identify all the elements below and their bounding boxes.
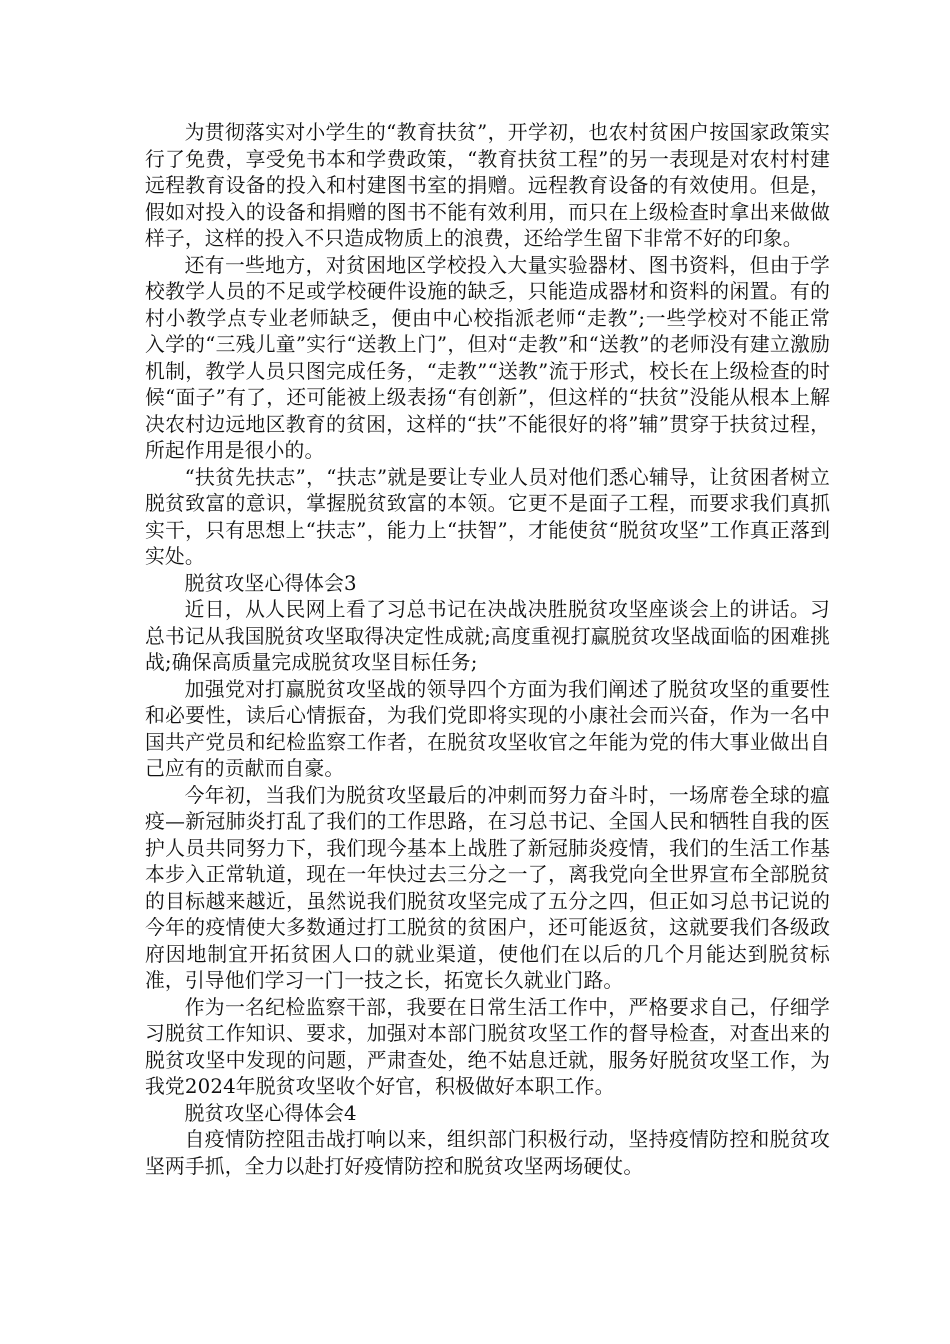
paragraph-discipline-inspection: 作为一名纪检监察干部，我要在日常生活工作中，严格要求自己，仔细学习脱贫工作知识、要求，加强对本部门脱贫攻坚工作的督导检查，对查出来的脱贫攻坚中发现的问题，严肃查处，绝不姑息迁就，服务好脱贫攻坚工作，为我党2024年脱贫攻坚收个好官，积极做好本职工作。: [145, 995, 830, 1098]
section-heading-4: 脱贫攻坚心得体会4: [184, 1101, 357, 1125]
paragraph-aspiration: “扶贫先扶志”，“扶志”就是要让专业人员对他们悉心辅导，让贫困者树立脱贫致富的意识，掌握脱贫致富的本领。它更不是面子工程，而要求我们真抓实干，只有思想上“扶志”，能力上“扶智”，才能使贫“脱贫攻坚”工作真正落到实处。: [145, 465, 830, 568]
paragraph-idle-resources: 还有一些地方，对贫困地区学校投入大量实验器材、图书资料，但由于学校教学人员的不足或学校硬件设施的缺乏，只能造成器材和资料的闲置。有的村小教学点专业老师缺乏，便由中心校指派老师“走教”;一些学校对不能正常入学的“三残儿童”实行“送教上门”，但对“走教”和“送教”的老师没有建立激励机制，教学人员只图完成任务，“走教”“送教”流于形式，校长在上级检查的时候“面子”有了，还可能被上级表扬“有创新”，但这样的“扶贫”没能从根本上解决农村边远地区教育的贫困，这样的“扶”不能很好的将”辅”贯穿于扶贫过程，所起作用是很小的。: [145, 253, 830, 462]
paragraph-party-leadership: 加强党对打赢脱贫攻坚战的领导四个方面为我们阐述了脱贫攻坚的重要性和必要性，读后心情振奋，为我们党即将实现的小康社会而兴奋，作为一名中国共产党员和纪检监察工作者，在脱贫攻坚收官之年能为党的伟大事业做出自己应有的贡献而自豪。: [145, 677, 830, 780]
paragraph-speech: 近日，从人民网上看了习总书记在决战决胜脱贫攻坚座谈会上的讲话。习总书记从我国脱贫攻坚取得决定性成就;高度重视打赢脱贫攻坚战面临的困难挑战;确保高质量完成脱贫攻坚目标任务;: [145, 598, 830, 674]
paragraph-dual-tasks: 自疫情防控阻击战打响以来，组织部门积极行动，坚持疫情防控和脱贫攻坚两手抓，全力以赴打好疫情防控和脱贫攻坚两场硬仗。: [145, 1128, 830, 1178]
paragraph-education-poverty: 为贯彻落实对小学生的“教育扶贫”，开学初，也农村贫困户按国家政策实行了免费，享受免书本和学费政策，“教育扶贫工程”的另一表现是对农村村建远程教育设备的投入和村建图书室的捐赠。远程教育设备的有效使用。但是，假如对投入的设备和捐赠的图书不能有效利用，而只在上级检查时拿出来做做样子，这样的投入不只造成物质上的浪费，还给学生留下非常不好的印象。: [145, 121, 830, 250]
paragraph-epidemic: 今年初，当我们为脱贫攻坚最后的冲刺而努力奋斗时，一场席卷全球的瘟疫—新冠肺炎打乱了我们的工作思路，在习总书记、全国人民和牺牲自我的医护人员共同努力下，我们现今基本上战胜了新冠肺炎疫情，我们的生活工作基本步入正常轨道，现在一年快过去三分之一了，离我党向全世界宣布全部脱贫的目标越来越近，虽然说我们脱贫攻坚完成了五分之四，但正如习总书记说的今年的疫情使大多数通过打工脱贫的贫困户，还可能返贫，这就要我们各级政府因地制宜开拓贫困人口的就业渠道，使他们在以后的几个月能达到脱贫标准，引导他们学习一门一技之长，拓宽长久就业门路。: [145, 783, 830, 992]
section-heading-3: 脱贫攻坚心得体会3: [184, 571, 357, 595]
document-body: [145, 120, 830, 1180]
